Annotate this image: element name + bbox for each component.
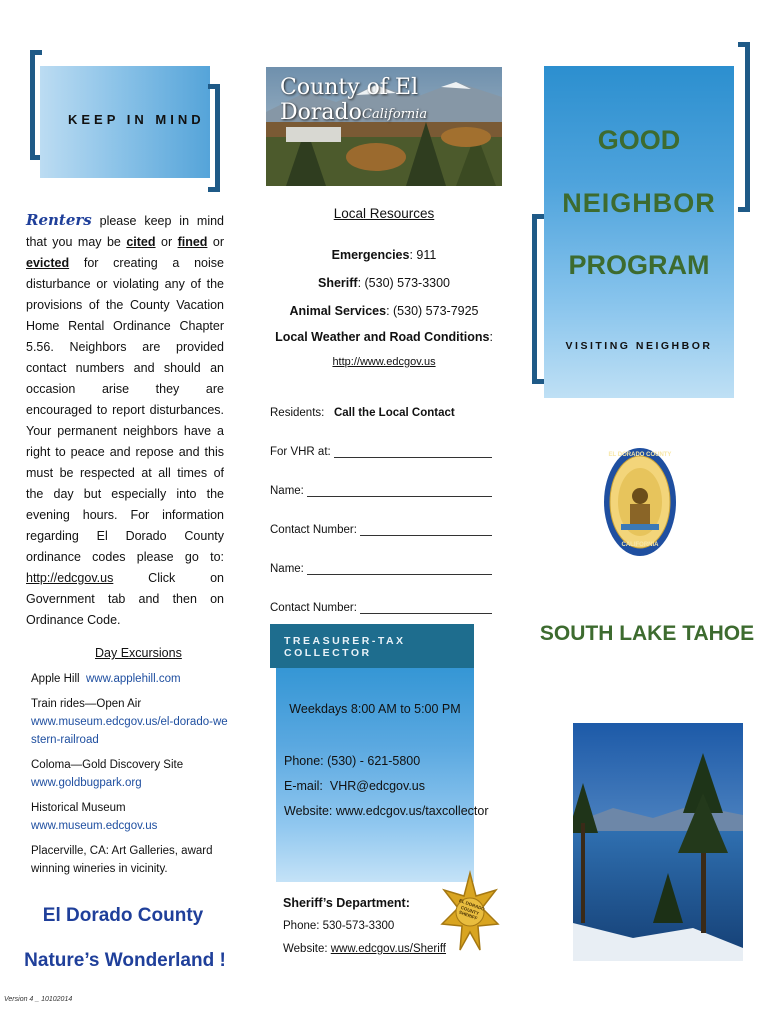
subtitle-visiting-neighbor: VISITING NEIGHBOR (565, 340, 713, 352)
sheriff-badge-icon (440, 868, 500, 968)
lake-tahoe-photo (573, 723, 743, 961)
evicted-word: evicted (26, 256, 70, 270)
sheriff-website-link[interactable]: www.edcgov.us/Sheriff (330, 943, 447, 955)
renters-text-3: Click on Government tab and then on Ordinance Code. (26, 571, 224, 627)
county-seal (603, 446, 677, 558)
treasurer-website[interactable]: Website: www.edcgov.us/taxcollector (284, 804, 489, 818)
or-word-2: or (207, 235, 224, 249)
form-line (334, 446, 492, 458)
local-resources-title: Local Resources (333, 206, 435, 221)
header-photo-subtitle: California (362, 107, 428, 122)
vhr-form (270, 446, 492, 641)
county-header-photo (266, 67, 502, 186)
form-line (360, 524, 492, 536)
treasurer-email-link[interactable]: VHR@edcgov.us (329, 779, 425, 793)
title-good: GOOD (597, 125, 681, 155)
excursion-link[interactable]: www.goldbugpark.org (31, 777, 142, 789)
header-photo-title: County of El Dorado (280, 75, 419, 125)
residents-row: Residents: Call the Local Contact (270, 407, 455, 419)
sheriff-row: Sheriff: (530) 573-3300 (317, 276, 451, 290)
excursion-item: Historical Museum www.museum.edcgov.us (31, 802, 158, 832)
excursion-item: Coloma—Gold Discovery Site www.goldbugpark.org (31, 756, 231, 792)
ordinance-link[interactable]: http://edcgov.us (26, 571, 114, 585)
excursion-link[interactable]: www.museum.edcgov.us/el-dorado-western-railroad (31, 716, 228, 746)
keep-in-mind-bracket-right (208, 84, 220, 192)
renters-text-2: for creating a noise disturbance or violating any of the provisions of the County Vacation Home Rental Ordinance Chapter 5.56. Neighbors are provided contact numbers and should an occasion arise they are encouraged to report disturbances. Your permanent neighbors have a right to peace and repose and this must be respected at all times of the day but especially into the evening hours. For information regarding El Dorado County ordinance codes please go to: (26, 256, 224, 564)
tagline-wonderland: Nature’s Wonderland ! (24, 950, 226, 971)
tagline-county: El Dorado County (42, 905, 204, 926)
keep-in-mind-title: KEEP IN MIND (68, 112, 205, 127)
weather-row: Local Weather and Road Conditions: (275, 330, 493, 344)
excursion-item: Placerville, CA: Art Galleries, award winning wineries in vicinity. (31, 845, 213, 875)
keep-in-mind-banner (40, 66, 210, 178)
form-field-name[interactable]: Name: (270, 485, 492, 524)
form-field-name[interactable]: Name: (270, 563, 492, 602)
emergencies-row: Emergencies: 911 (331, 248, 437, 262)
form-field-contact-number[interactable]: Contact Number: (270, 524, 492, 563)
form-line (307, 563, 492, 575)
title-program: PROGRAM (568, 250, 710, 280)
excursion-item: Train rides—Open Air www.museum.edcgov.us/el-dorado-western-railroad (31, 695, 231, 749)
form-field-vhr[interactable]: For VHR at: (270, 446, 492, 485)
badge-text: EL DORADO COUNTY SHERIFF (458, 897, 486, 921)
animal-services-row: Animal Services: (530) 573-7925 (289, 304, 479, 318)
form-field-contact-number[interactable]: Contact Number: (270, 602, 492, 641)
seal-bottom-text: CALIFORNIA (621, 542, 659, 548)
or-word-1: or (155, 235, 178, 249)
title-bracket-right (738, 42, 750, 212)
treasurer-email-row: E-mail: VHR@edcgov.us (284, 779, 425, 793)
sheriff-department-website-row: Website: www.edcgov.us/Sheriff (283, 943, 447, 955)
treasurer-phone: Phone: (530) - 621-5800 (284, 754, 421, 768)
fined-word: fined (177, 235, 208, 249)
weather-link[interactable]: http://www.edcgov.us (332, 356, 436, 368)
renters-text-1: please keep in mind that you may be (26, 214, 224, 249)
excursion-link[interactable]: www.applehill.com (85, 673, 181, 685)
day-excursions-title: Day Excursions (95, 646, 182, 660)
sheriff-department-phone: Phone: 530-573-3300 (283, 920, 395, 932)
location-title: SOUTH LAKE TAHOE (539, 622, 755, 645)
version-label: Version 4 _ 10102014 (4, 996, 73, 1003)
treasurer-title: TREASURER-TAX COLLECTOR (284, 635, 406, 659)
title-bracket-left (532, 214, 544, 384)
renters-paragraph (26, 210, 224, 631)
treasurer-box (276, 654, 474, 882)
excursion-item: Apple Hill www.applehill.com (31, 673, 181, 685)
excursions-list (31, 670, 231, 878)
seal-top-text: EL DORADO COUNTY (608, 452, 672, 458)
office-hours: Weekdays 8:00 AM to 5:00 PM (289, 702, 461, 716)
title-neighbor: NEIGHBOR (562, 188, 716, 218)
excursion-link[interactable]: www.museum.edcgov.us (31, 820, 158, 832)
form-line (307, 485, 492, 497)
form-line (360, 602, 492, 614)
treasurer-bar (270, 624, 474, 668)
sheriff-department-title: Sheriff’s Department: (283, 896, 410, 910)
renters-word: Renters (26, 211, 92, 229)
cited-word: cited (126, 235, 156, 249)
